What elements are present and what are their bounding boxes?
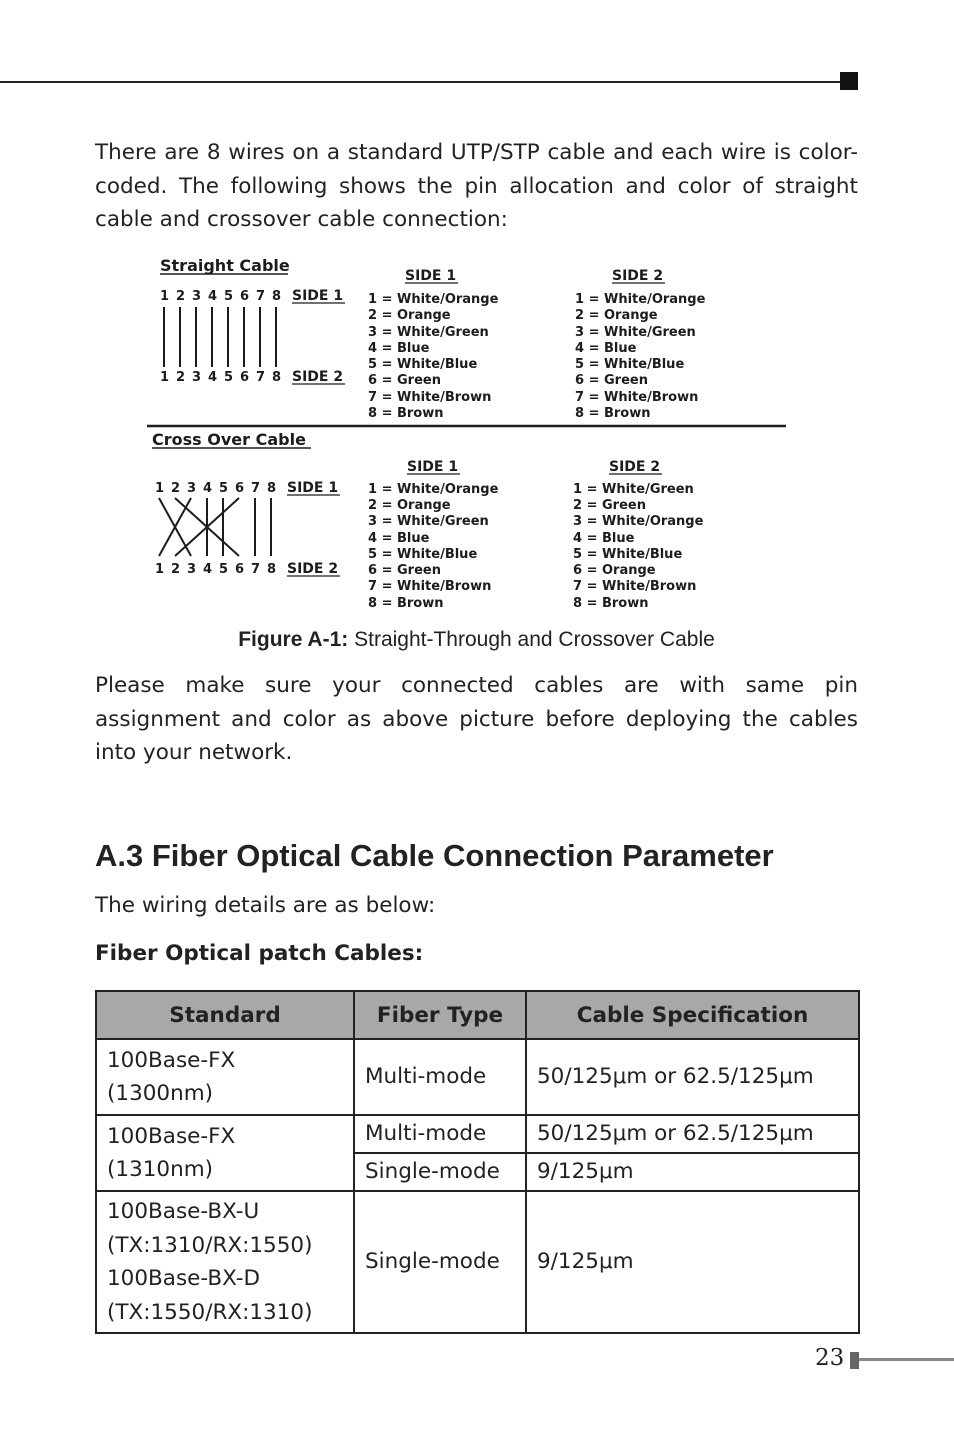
pin-number: 2 xyxy=(171,481,181,496)
pin-number: 2 xyxy=(176,289,186,304)
wire-color: 1 = White/Orange xyxy=(575,292,706,307)
pin-number: 3 xyxy=(192,289,202,304)
intro-paragraph: There are 8 wires on a standard UTP/STP cable and each wire is color-coded. The following shows the pin allocation and color of straight cable and crossover cable connection: xyxy=(95,140,858,232)
pin-number: 6 xyxy=(240,289,250,304)
pin-number: 5 xyxy=(224,370,234,385)
crossover-side1-header: SIDE 1 xyxy=(407,459,459,475)
cell-standard: 100Base-FX (1310nm) xyxy=(96,1115,354,1191)
section-title: A.3 Fiber Optical Cable Connection Parameter xyxy=(95,838,774,873)
wire-color: 3 = White/Green xyxy=(575,325,696,340)
crossover-side2-label: SIDE 2 xyxy=(287,561,339,577)
standard-line: (TX:1550/RX:1310) xyxy=(107,1299,313,1325)
cell-cable-spec: 50/125μm or 62.5/125μm xyxy=(526,1039,859,1115)
wire-color: 1 = White/Orange xyxy=(368,482,499,497)
wire-color: 5 = White/Blue xyxy=(573,547,683,562)
standard-line: 100Base-BX-U xyxy=(107,1199,260,1224)
wire-color: 3 = White/Orange xyxy=(573,514,704,529)
wire-color: 7 = White/Brown xyxy=(575,390,699,405)
pin-number: 8 xyxy=(272,289,282,304)
crossover-side1-list xyxy=(368,482,499,611)
straight-side1-list xyxy=(368,292,499,421)
cell-fiber-type: Single-mode xyxy=(354,1191,526,1333)
straight-top-pins xyxy=(160,289,281,304)
figure-caption-label: Figure A-1: xyxy=(238,628,349,651)
straight-side2-label: SIDE 2 xyxy=(292,369,344,385)
table-row xyxy=(96,1191,859,1333)
wire-color: 2 = Orange xyxy=(368,498,451,513)
wire-color: 4 = Blue xyxy=(368,341,430,356)
fiber-cable-table xyxy=(95,990,860,1334)
pin-number: 4 xyxy=(203,481,213,496)
cell-cable-spec: 9/125μm xyxy=(526,1191,859,1333)
crossover-wires xyxy=(159,498,271,556)
pin-number: 3 xyxy=(192,370,202,385)
pin-number: 8 xyxy=(267,481,277,496)
wire-color: 4 = Blue xyxy=(368,531,430,546)
wire-color: 8 = Brown xyxy=(573,596,649,611)
pin-number: 1 xyxy=(155,562,165,577)
pin-number: 2 xyxy=(171,562,181,577)
wire-color: 6 = Orange xyxy=(573,563,656,578)
pin-number: 4 xyxy=(203,562,213,577)
table-caption: Fiber Optical patch Cables: xyxy=(95,941,424,966)
standard-line: 100Base-BX-D xyxy=(107,1266,261,1291)
cable-wiring-figure xyxy=(145,252,790,614)
pin-number: 8 xyxy=(272,370,282,385)
crossover-side2-header: SIDE 2 xyxy=(609,459,661,475)
pin-number: 3 xyxy=(187,562,197,577)
pin-number: 6 xyxy=(240,370,250,385)
wire-color: 1 = White/Orange xyxy=(368,292,499,307)
crossover-side1-label: SIDE 1 xyxy=(287,480,339,496)
cell-fiber-type: Single-mode xyxy=(354,1153,526,1191)
pin-number: 7 xyxy=(251,481,261,496)
pin-number: 3 xyxy=(187,481,197,496)
straight-side2-list xyxy=(575,292,706,421)
cell-cable-spec: 50/125μm or 62.5/125μm xyxy=(526,1115,859,1153)
table-row xyxy=(96,1115,859,1153)
column-header-standard: Standard xyxy=(96,991,354,1039)
wire-color: 8 = Brown xyxy=(368,596,444,611)
cell-standard: 100Base-FX (1300nm) xyxy=(96,1039,354,1115)
pin-number: 7 xyxy=(251,562,261,577)
table-row xyxy=(96,1039,859,1115)
pin-number: 4 xyxy=(208,370,218,385)
crossover-bottom-pins xyxy=(155,562,276,577)
straight-bottom-pins xyxy=(160,370,281,385)
pin-number: 1 xyxy=(160,370,170,385)
wire-color: 5 = White/Blue xyxy=(575,357,685,372)
wire-color: 3 = White/Green xyxy=(368,325,489,340)
section-intro: The wiring details are as below: xyxy=(95,893,436,918)
pin-number: 1 xyxy=(155,481,165,496)
wire-color: 7 = White/Brown xyxy=(368,390,492,405)
pin-number: 7 xyxy=(256,370,266,385)
cell-fiber-type: Multi-mode xyxy=(354,1115,526,1153)
wire-color: 5 = White/Blue xyxy=(368,547,478,562)
wire-color: 3 = White/Green xyxy=(368,514,489,529)
straight-cable-title: Straight Cable xyxy=(160,256,290,275)
pin-number: 7 xyxy=(256,289,266,304)
footer-square-marker xyxy=(850,1352,859,1369)
wire-color: 7 = White/Brown xyxy=(368,579,492,594)
pin-number: 5 xyxy=(219,481,229,496)
footer-rule xyxy=(859,1358,954,1361)
wire-color: 2 = Green xyxy=(573,498,646,513)
pin-number: 8 xyxy=(267,562,277,577)
wire-color: 8 = Brown xyxy=(575,406,651,421)
figure-caption-text: Straight-Through and Crossover Cable xyxy=(354,628,715,651)
pin-number: 5 xyxy=(219,562,229,577)
pin-number: 6 xyxy=(235,481,245,496)
wire-color: 8 = Brown xyxy=(368,406,444,421)
cell-fiber-type: Multi-mode xyxy=(354,1039,526,1115)
pin-number: 6 xyxy=(235,562,245,577)
pin-number: 1 xyxy=(160,289,170,304)
header-square-marker xyxy=(840,72,858,90)
crossover-side2-list xyxy=(573,482,704,611)
table-header-row xyxy=(96,991,859,1039)
pin-number: 4 xyxy=(208,289,218,304)
crossover-cable-title: Cross Over Cable xyxy=(152,430,306,449)
pin-number: 5 xyxy=(224,289,234,304)
wire-color: 2 = Orange xyxy=(575,308,658,323)
wire-color: 1 = White/Green xyxy=(573,482,694,497)
column-header-fiber-type: Fiber Type xyxy=(354,991,526,1039)
figure-caption xyxy=(95,628,858,652)
after-figure-paragraph: Please make sure your connected cables are with same pin assignment and color as above picture before deploying the cables into your network. xyxy=(95,673,858,765)
pin-number: 2 xyxy=(176,370,186,385)
straight-side1-label: SIDE 1 xyxy=(292,288,344,304)
page-number: 23 xyxy=(815,1345,845,1371)
column-header-cable-spec: Cable Specification xyxy=(526,991,859,1039)
straight-side1-header: SIDE 1 xyxy=(405,268,457,284)
cell-standard xyxy=(96,1191,354,1333)
wire-color: 4 = Blue xyxy=(575,341,637,356)
wire-color: 4 = Blue xyxy=(573,531,635,546)
cell-cable-spec: 9/125μm xyxy=(526,1153,859,1191)
header-rule xyxy=(0,81,845,83)
wire-color: 6 = Green xyxy=(368,563,441,578)
wire-color: 2 = Orange xyxy=(368,308,451,323)
wire-color: 7 = White/Brown xyxy=(573,579,697,594)
wire-color: 6 = Green xyxy=(575,373,648,388)
wire-color: 6 = Green xyxy=(368,373,441,388)
straight-side2-header: SIDE 2 xyxy=(612,268,664,284)
straight-wires xyxy=(164,307,276,367)
wire-color: 5 = White/Blue xyxy=(368,357,478,372)
crossover-top-pins xyxy=(155,481,276,496)
standard-line: (TX:1310/RX:1550) xyxy=(107,1232,313,1258)
